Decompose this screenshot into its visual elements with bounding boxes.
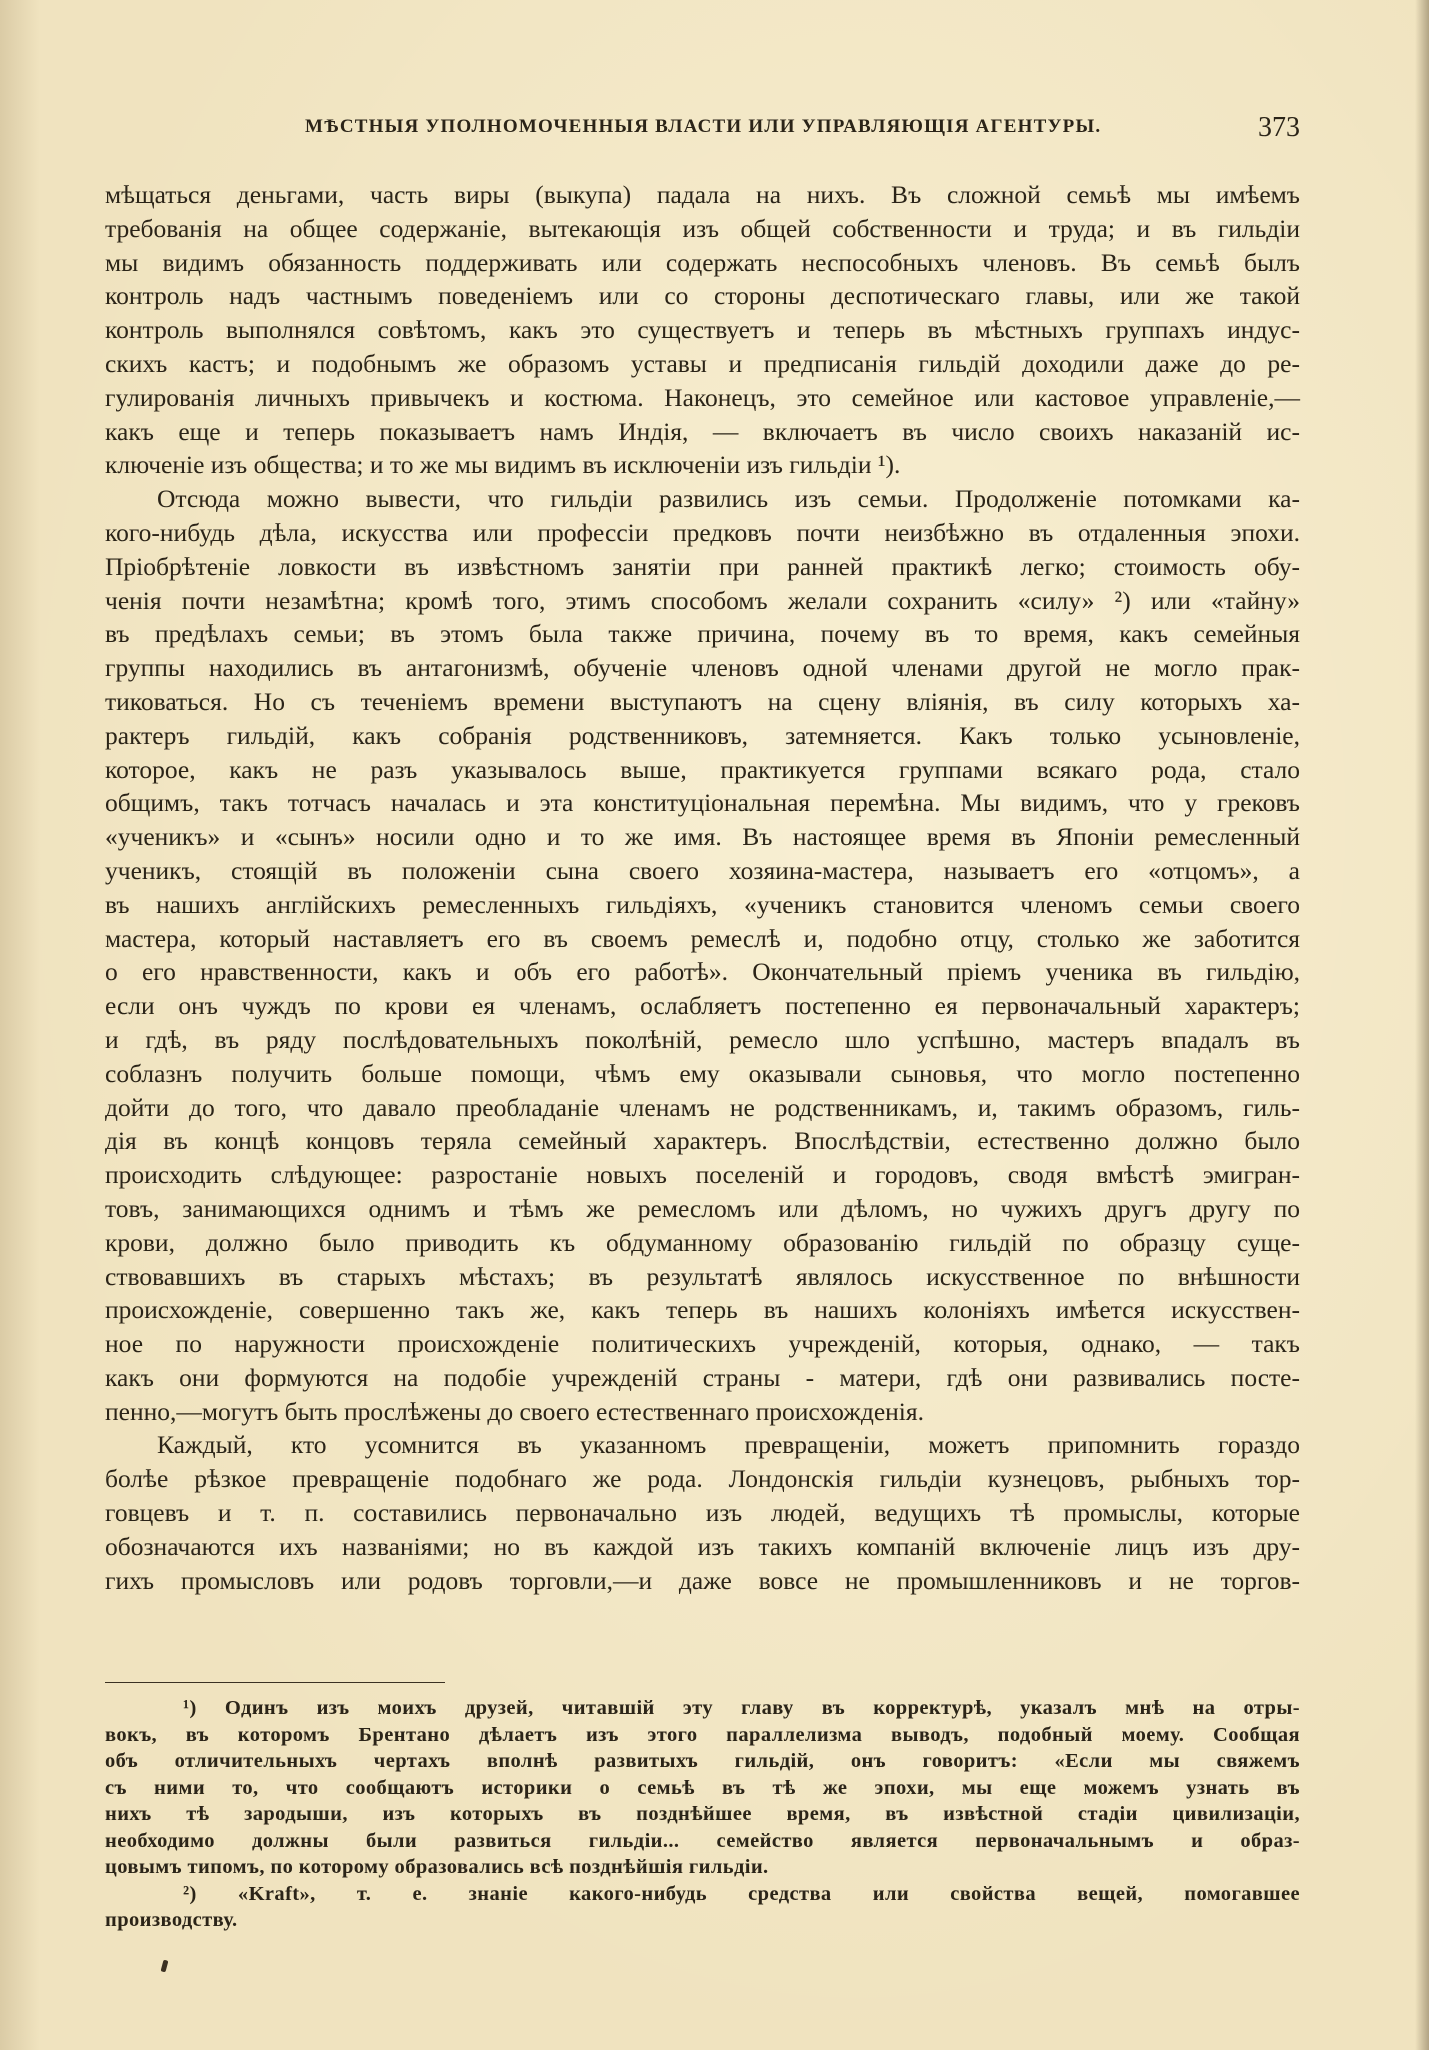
footnote-2	[105, 1881, 1300, 1934]
text-line: контроль выполнялся совѣтомъ, какъ это существуетъ и теперь въ мѣстныхъ группахъ индус-	[105, 315, 1300, 345]
text-line: общимъ, такъ тотчасъ началась и эта конституціональная перемѣна. Мы видимъ, что у грековъ	[105, 788, 1300, 818]
footnote-line: ¹) Одинъ изъ моихъ друзей, читавшій эту главу въ корректурѣ, указалъ мнѣ на отры-	[183, 1697, 1300, 1719]
text-line: «ученикъ» и «сынъ» носили одно и то же имя. Въ настоящее время въ Японіи ремесленный	[105, 822, 1300, 852]
footnote-line: необходимо должны были развиться гильдіи... семейство является первоначальнымъ и образ-	[105, 1829, 1300, 1852]
text-line: какъ еще и теперь показываетъ намъ Индія, — включаетъ въ число своихъ наказаній ис-	[105, 416, 1300, 446]
footnote-line: ²) «Kraft», т. е. знаніе какого-нибудь средства или свойства вещей, помогавшее	[183, 1882, 1300, 1905]
text-line: и гдѣ, въ ряду послѣдовательныхъ поколѣній, ремесло шло успѣшно, мастеръ впадалъ въ	[105, 1024, 1300, 1054]
text-line: мастера, который наставляетъ его въ своемъ ремеслѣ и, подобно отцу, столько же заботится	[105, 923, 1300, 953]
text-line: дія въ концѣ концовъ теряла семейный характеръ. Впослѣдствіи, естественно должно было	[105, 1126, 1300, 1156]
text-line: дойти до того, что давало преобладаніе членамъ не родственникамъ, и, такимъ образомъ, гиль-	[105, 1092, 1300, 1122]
text-line: ключеніе изъ общества; и то же мы видимъ въ исключеніи изъ гильдіи ¹).	[105, 450, 901, 480]
text-line: пенно,—могутъ быть прослѣжены до своего естественнаго происхожденія.	[105, 1396, 924, 1426]
text-line: если онъ чуждъ по крови ея членамъ, ослабляетъ постепенно ея первоначальный характеръ;	[105, 991, 1300, 1021]
footnote-line: вокъ, въ которомъ Брентано дѣлаетъ изъ этого параллелизма выводъ, подобный моему. Сообщая	[105, 1723, 1300, 1746]
text-line: мы видимъ обязанность поддерживать или содержать неспособныхъ членовъ. Въ семьѣ былъ	[105, 247, 1300, 277]
text-line: соблазнъ получить больше помощи, чѣмъ ему оказывали сыновья, что могло постепенно	[105, 1058, 1300, 1088]
text-line: группы находились въ антагонизмѣ, обученіе членовъ одной членами другой не могло прак-	[105, 653, 1300, 683]
text-line: контроль надъ частнымъ поведеніемъ или со стороны деспотическаго главы, или же такой	[105, 281, 1300, 311]
text-line: ученикъ, стоящій въ положеніи сына своего хозяина-мастера, называетъ его «отцомъ», а	[105, 855, 1300, 885]
paragraph-3	[105, 1428, 1300, 1597]
text-line: товъ, занимающихся однимъ и тѣмъ же ремесломъ или дѣломъ, но чужихъ другъ другу по	[105, 1193, 1300, 1223]
text-line: рактеръ гильдій, какъ собранія родственниковъ, затемняется. Какъ только усыновленіе,	[105, 720, 1300, 750]
text-line: въ предѣлахъ семьи; въ этомъ была также причина, почему въ то время, какъ семейныя	[105, 619, 1300, 649]
running-header	[105, 112, 1300, 152]
text-line: ченія почти незамѣтна; кромѣ того, этимъ способомъ желали сохранить «силу» ²) или «тайну»	[105, 585, 1300, 615]
main-text	[105, 178, 1300, 1597]
text-line: скихъ кастъ; и подобнымъ же образомъ уставы и предписанія гильдій доходили даже до ре-	[105, 348, 1300, 378]
text-line: требованія на общее содержаніе, вытекающія изъ общей собственности и труда; и въ гильдіи	[105, 213, 1300, 243]
text-line: мѣщаться деньгами, часть виры (выкупа) падала на нихъ. Въ сложной семьѣ мы имѣемъ	[105, 180, 1300, 209]
footnotes	[105, 1695, 1300, 1934]
text-line: тиковаться. Но съ теченіемъ времени выступаютъ на сцену вліянія, въ силу которыхъ ха-	[105, 686, 1300, 716]
text-line: болѣе рѣзкое превращеніе подобнаго же рода. Лондонскія гильдіи кузнецовъ, рыбныхъ тор-	[105, 1464, 1300, 1494]
text-line: говцевъ и т. п. составились первоначально изъ людей, ведущихъ тѣ промыслы, которые	[105, 1498, 1300, 1528]
text-line: гихъ промысловъ или родовъ торговли,—и даже вовсе не промышленниковъ и не торгов-	[105, 1565, 1300, 1595]
text-line: Каждый, кто усомнится въ указанномъ превращеніи, можетъ припомнить гораздо	[157, 1430, 1300, 1460]
text-line: происхожденіе, совершенно такъ же, какъ теперь въ нашихъ колоніяхъ имѣется искусствен-	[105, 1295, 1300, 1325]
footnote-line: цовымъ типомъ, по которому образовались всѣ позднѣйшія гильдіи.	[105, 1856, 769, 1878]
paragraph-2	[105, 482, 1300, 1428]
footnote-line: нихъ тѣ зародыши, изъ которыхъ въ позднѣйшее время, въ извѣстной стадіи цивилизаціи,	[105, 1803, 1300, 1825]
footnote-line: объ отличительныхъ чертахъ вполнѣ развитыхъ гильдій, онъ говоритъ: «Если мы свяжемъ	[105, 1750, 1300, 1772]
text-line: крови, должно было приводить къ обдуманному образованію гильдій по образцу суще-	[105, 1227, 1300, 1257]
footnote-1	[105, 1695, 1300, 1881]
running-title: МѢСТНЫЯ УПОЛНОМОЧЕННЫЯ ВЛАСТИ ИЛИ УПРАВЛЯЮЩІЯ АГЕНТУРЫ.	[305, 116, 1102, 137]
text-line: кого-нибудь дѣла, искусства или профессіи предковъ почти неизбѣжно въ отдаленныя эпохи.	[105, 517, 1300, 547]
text-line: гулированія личныхъ привычекъ и костюма. Наконецъ, это семейное или кастовое управленіе,—	[105, 382, 1300, 412]
text-line: которое, какъ не разъ указывалось выше, практикуется группами всякаго рода, стало	[105, 754, 1300, 784]
footnote-line: производству.	[105, 1909, 238, 1931]
text-line: Отсюда можно вывести, что гильдіи развились изъ семьи. Продолженіе потомками ка-	[157, 484, 1300, 514]
footnote-line: съ ними то, что сообщаютъ историки о семьѣ въ тѣ же эпохи, мы еще можемъ узнать въ	[105, 1776, 1300, 1799]
text-line: обозначаются ихъ названіями; но въ каждой изъ такихъ компаній включеніе лицъ изъ дру-	[105, 1531, 1300, 1561]
text-line: Пріобрѣтеніе ловкости въ извѣстномъ занятіи при ранней практикѣ легко; стоимость обу-	[105, 551, 1300, 581]
text-line: происходить слѣдующее: разростаніе новыхъ поселеній и городовъ, сводя вмѣстѣ эмигран-	[105, 1160, 1300, 1190]
text-line: въ нашихъ англійскихъ ремесленныхъ гильдіяхъ, «ученикъ становится членомъ семьи своего	[105, 889, 1300, 919]
page-edge-shadow	[1415, 0, 1429, 2050]
paragraph-1	[105, 178, 1300, 482]
text-line: ное по наружности происхожденіе политическихъ учрежденій, которыя, однако, — такъ	[105, 1329, 1300, 1359]
text-line: какъ они формуются на подобіе учрежденій страны - матери, гдѣ они развивались посте-	[105, 1362, 1300, 1392]
page-number: 373	[1258, 112, 1300, 143]
text-line: ствовавшихъ въ старыхъ мѣстахъ; въ результатѣ являлось искусственное по внѣшности	[105, 1261, 1300, 1291]
footnote-divider	[105, 1682, 445, 1683]
text-line: о его нравственности, какъ и объ его работѣ». Окончательный пріемъ ученика въ гильдію,	[105, 957, 1300, 987]
